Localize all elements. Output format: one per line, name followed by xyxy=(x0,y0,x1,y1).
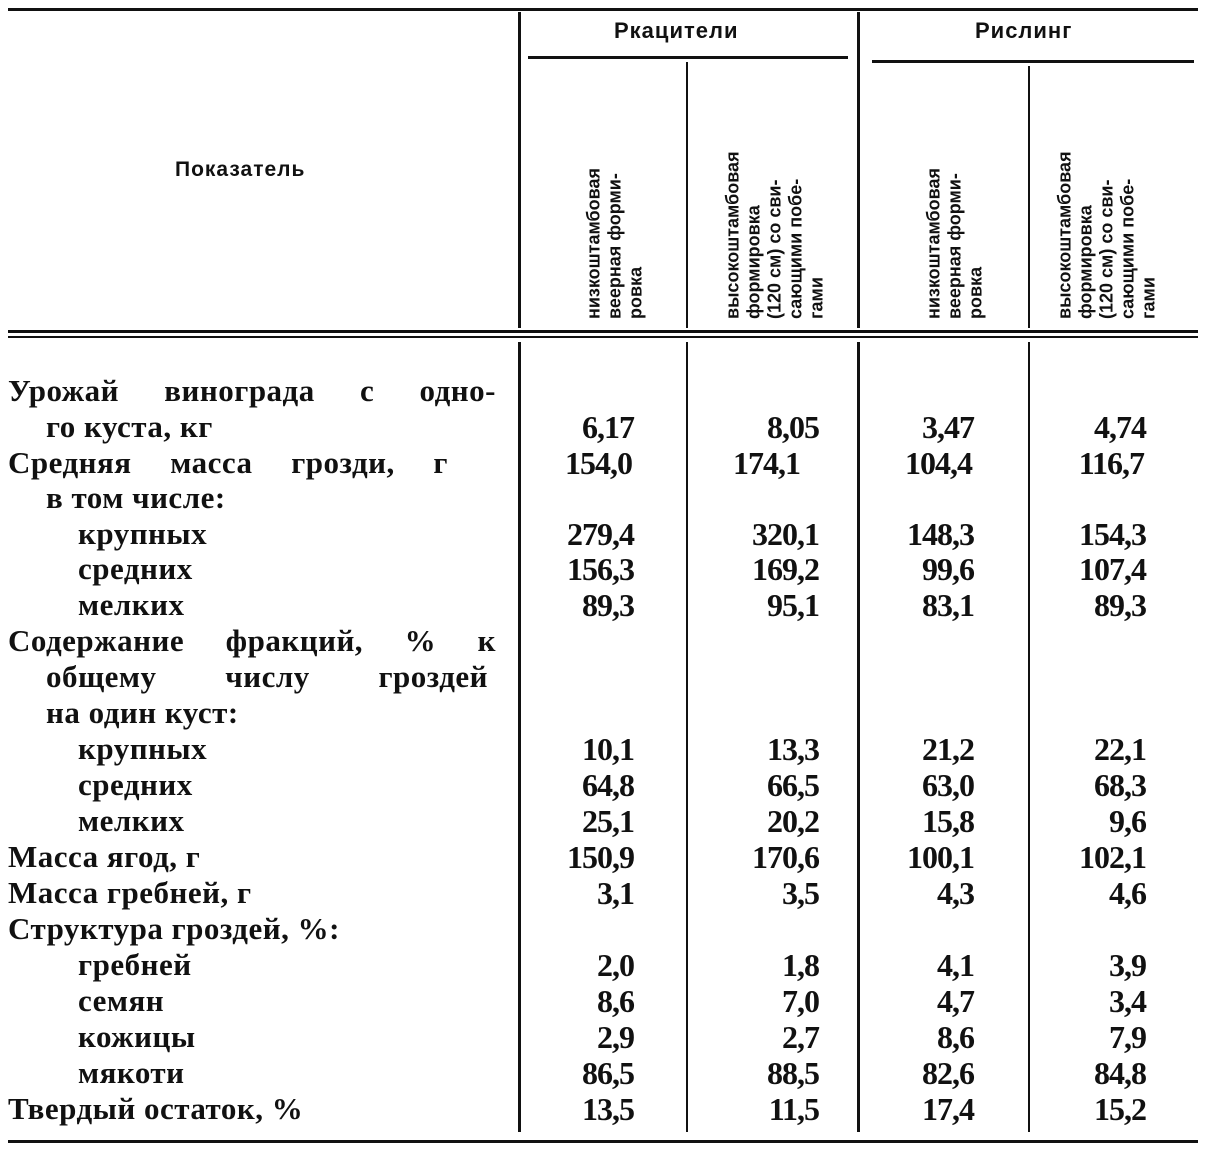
group-header-riesling: Рислинг xyxy=(975,18,1073,43)
subheader-cell-2 xyxy=(720,66,830,321)
group-rule-riesling xyxy=(872,60,1194,63)
header-divider-4 xyxy=(1028,66,1030,328)
value-cell: 7,0 xyxy=(782,983,819,1019)
table-row xyxy=(0,839,1212,875)
value-cell: 95,1 xyxy=(767,587,819,623)
value-cell: 116,7 xyxy=(1078,445,1144,481)
value-cell: 3,9 xyxy=(1109,947,1146,983)
value-cell: 10,1 xyxy=(582,731,634,767)
value-cell: 63,0 xyxy=(922,767,974,803)
subheader-cell-3 xyxy=(900,66,1010,321)
row-label: Твердый остаток, % xyxy=(8,1091,304,1126)
table-top-rule xyxy=(8,8,1198,11)
value-cell: 8,6 xyxy=(597,983,634,1019)
table-row xyxy=(0,516,1212,552)
row-label: Средняя масса грозди, г xyxy=(8,445,448,480)
table-row xyxy=(0,695,1212,731)
table-row xyxy=(0,623,1212,659)
value-cell: 4,3 xyxy=(937,875,974,911)
value-cell: 4,74 xyxy=(1094,409,1146,445)
value-cell: 11,5 xyxy=(768,1091,819,1127)
table-row xyxy=(0,947,1212,983)
header-bottom-rule-2 xyxy=(8,336,1198,338)
row-label: средних xyxy=(78,767,193,802)
group-rule-rkatsiteli xyxy=(528,56,848,59)
value-cell: 2,9 xyxy=(597,1019,634,1055)
value-cell: 279,4 xyxy=(567,516,634,552)
row-label: го куста, кг xyxy=(46,409,213,444)
header-divider-2 xyxy=(686,62,688,328)
value-cell: 3,4 xyxy=(1109,983,1146,1019)
table-row xyxy=(0,587,1212,623)
header-divider-1 xyxy=(518,12,521,328)
subheader-text-2: высокоштамбовая формировка (120 см) со сви- сающими побе- гами xyxy=(722,150,827,319)
value-cell: 13,3 xyxy=(767,731,819,767)
value-cell: 17,4 xyxy=(922,1091,974,1127)
value-cell: 100,1 xyxy=(907,839,974,875)
value-cell: 22,1 xyxy=(1094,731,1146,767)
value-cell: 148,3 xyxy=(907,516,974,552)
table-row xyxy=(0,911,1212,947)
subheader-cell-4 xyxy=(1052,66,1162,321)
value-cell: 150,9 xyxy=(567,839,634,875)
value-cell: 8,6 xyxy=(937,1019,974,1055)
value-cell: 13,5 xyxy=(582,1091,634,1127)
value-cell: 4,7 xyxy=(937,983,974,1019)
value-cell: 15,8 xyxy=(922,803,974,839)
group-header-rkatsiteli: Ркацители xyxy=(614,18,739,43)
value-cell: 169,2 xyxy=(752,551,819,587)
value-cell: 154,3 xyxy=(1079,516,1146,552)
table-row xyxy=(0,445,1212,481)
subheader-text-3: низкоштамбовая веерная форми- ровка xyxy=(923,167,986,319)
value-cell: 89,3 xyxy=(582,587,634,623)
value-cell: 7,9 xyxy=(1109,1019,1146,1055)
value-cell: 66,5 xyxy=(767,767,819,803)
row-label: Содержание фракций, % к xyxy=(8,623,496,658)
row-label: Структура гроздей, %: xyxy=(8,911,340,946)
value-cell: 107,4 xyxy=(1079,551,1146,587)
row-label: мякоти xyxy=(78,1055,185,1090)
row-label: Масса гребней, г xyxy=(8,875,252,910)
value-cell: 156,3 xyxy=(567,551,634,587)
table-row xyxy=(0,659,1212,695)
value-cell: 9,6 xyxy=(1109,803,1146,839)
row-label: Масса ягод, г xyxy=(8,839,201,874)
header-divider-3 xyxy=(857,12,860,328)
value-cell: 99,6 xyxy=(922,551,974,587)
value-cell: 1,8 xyxy=(782,947,819,983)
row-label: мелких xyxy=(78,803,185,838)
value-cell: 170,6 xyxy=(752,839,819,875)
value-cell: 84,8 xyxy=(1094,1055,1146,1091)
value-cell: 102,1 xyxy=(1079,839,1146,875)
row-label: общему числу гроздей xyxy=(46,659,488,694)
value-cell: 104,4 xyxy=(905,445,972,481)
table-row xyxy=(0,1019,1212,1055)
value-cell: 3,5 xyxy=(782,875,819,911)
table-row xyxy=(0,480,1212,516)
value-cell: 88,5 xyxy=(767,1055,819,1091)
value-cell: 15,2 xyxy=(1094,1091,1146,1127)
value-cell: 2,7 xyxy=(782,1019,819,1055)
subheader-cell-1 xyxy=(560,66,670,321)
value-cell: 320,1 xyxy=(752,516,819,552)
value-cell: 6,17 xyxy=(582,409,634,445)
row-label: гребней xyxy=(78,947,192,982)
value-cell: 21,2 xyxy=(922,731,974,767)
value-cell: 83,1 xyxy=(922,587,974,623)
indicator-column-header: Показатель xyxy=(175,158,306,181)
row-label: Урожай винограда с одно- xyxy=(8,373,496,408)
value-cell: 86,5 xyxy=(582,1055,634,1091)
value-cell: 2,0 xyxy=(597,947,634,983)
table-row xyxy=(0,373,1212,409)
value-cell: 154,0 xyxy=(565,445,632,481)
value-cell: 89,3 xyxy=(1094,587,1146,623)
table-row xyxy=(0,767,1212,803)
value-cell: 25,1 xyxy=(582,803,634,839)
table-row xyxy=(0,409,1212,445)
value-cell: 82,6 xyxy=(922,1055,974,1091)
row-label: мелких xyxy=(78,587,185,622)
table-row xyxy=(0,731,1212,767)
row-label: кожицы xyxy=(78,1019,196,1054)
value-cell: 4,1 xyxy=(937,947,974,983)
row-label: на один куст: xyxy=(46,695,239,730)
subheader-text-4: высокоштамбовая формировка (120 см) со сви- сающими побе- гами xyxy=(1054,150,1159,319)
table-bottom-rule xyxy=(8,1140,1198,1143)
table-row xyxy=(0,875,1212,911)
row-label: крупных xyxy=(78,731,208,766)
value-cell: 3,1 xyxy=(597,875,634,911)
row-label: семян xyxy=(78,983,165,1018)
value-cell: 4,6 xyxy=(1109,875,1146,911)
row-label: крупных xyxy=(78,516,208,551)
value-cell: 64,8 xyxy=(582,767,634,803)
table-row xyxy=(0,983,1212,1019)
row-label: в том числе: xyxy=(46,480,226,515)
table-row xyxy=(0,551,1212,587)
value-cell: 3,47 xyxy=(922,409,974,445)
table-row xyxy=(0,1091,1212,1127)
row-label: средних xyxy=(78,551,193,586)
table-row xyxy=(0,803,1212,839)
value-cell: 20,2 xyxy=(767,803,819,839)
table-row xyxy=(0,1055,1212,1091)
value-cell: 174,1 xyxy=(733,445,800,481)
header-bottom-rule xyxy=(8,330,1198,333)
subheader-text-1: низкоштамбовая веерная форми- ровка xyxy=(583,167,646,319)
value-cell: 8,05 xyxy=(767,409,819,445)
value-cell: 68,3 xyxy=(1094,767,1146,803)
